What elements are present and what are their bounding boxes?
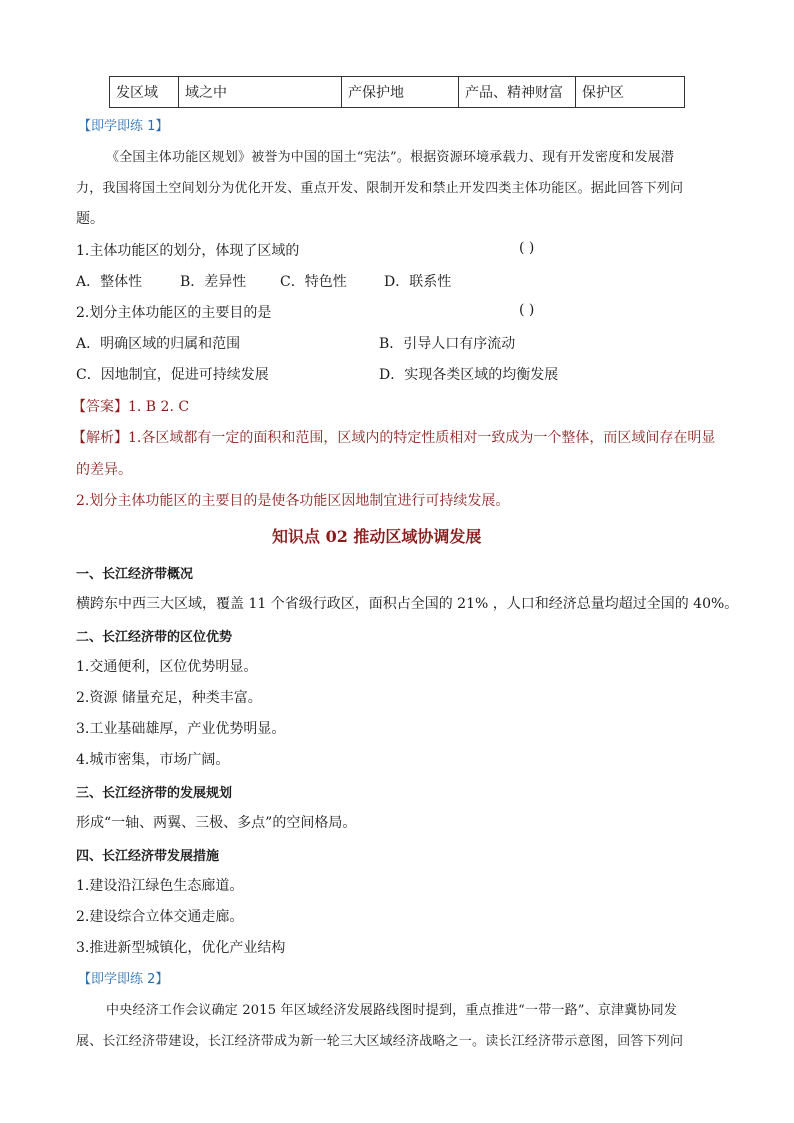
section-heading: 三、长江经济带的发展规划 <box>76 786 233 801</box>
answer-blank: ( ) <box>519 240 535 256</box>
table-cell: 发区域 <box>110 77 179 108</box>
region-table <box>109 76 685 108</box>
list-item: 2.建设综合立体交通走廊。 <box>76 909 244 925</box>
option: A．整体性 <box>76 274 143 290</box>
list-item: 1.交通便利，区位优势明显。 <box>76 659 258 675</box>
list-item: 3.工业基础雄厚，产业优势明显。 <box>76 721 286 737</box>
answer-label: 【答案】 <box>72 399 128 415</box>
option: A．明确区域的归属和范围 <box>76 336 241 352</box>
answer-text: 1. B 2. C <box>128 399 190 415</box>
section-heading: 四、长江经济带发展措施 <box>76 849 220 864</box>
practice-tag: 【即学即练 1】 <box>78 119 169 134</box>
table-cell: 产品、精神财富 <box>459 77 576 108</box>
practice-text-line: 中央经济工作会议确定 2015 年区域经济发展路线图时提到，重点推进“一带一路”、京津冀协同发 <box>106 1003 678 1018</box>
option: B．引导人口有序流动 <box>379 336 516 352</box>
list-item: 1.建设沿江绿色生态廊道。 <box>76 878 244 894</box>
option: C．因地制宜，促进可持续发展 <box>76 367 269 383</box>
analysis-text: 2.划分主体功能区的主要目的是使各功能区因地制宜进行可持续发展。 <box>76 493 510 509</box>
answer-blank: ( ) <box>519 302 535 318</box>
answer-line <box>72 396 189 416</box>
analysis-label: 【解析】 <box>72 430 128 446</box>
section-text: 横跨东中西三大区域，覆盖 11 个省级行政区，面积占全国的 21% ，人口和经济总量均超过全国的 40%。 <box>76 596 739 612</box>
question-stem: 2.划分主体功能区的主要目的是 <box>76 305 272 321</box>
practice-intro-line: 题。 <box>76 211 104 227</box>
practice-intro-line: 《全国主体功能区规划》被誉为中国的国土“宪法”。根据资源环境承载力、现有开发密度和发展潜 <box>106 150 675 165</box>
table-cell: 产保护地 <box>342 77 459 108</box>
table-row <box>110 77 685 108</box>
option: D．实现各类区域的均衡发展 <box>379 367 559 383</box>
knowledge-point-title: 知识点 02 推动区域协调发展 <box>272 527 482 546</box>
option: B．差异性 <box>180 274 247 290</box>
practice-tag: 【即学即练 2】 <box>78 972 169 987</box>
analysis-text: 的差异。 <box>76 462 132 478</box>
list-item: 4.城市密集，市场广阔。 <box>76 752 230 768</box>
question-stem: 1.主体功能区的划分，体现了区域的 <box>76 243 300 259</box>
analysis-line <box>72 427 715 447</box>
practice-text-line: 展、长江经济带建设，长江经济带成为新一轮三大区域经济战略之一。读长江经济带示意图，回答下列问 <box>76 1034 684 1049</box>
list-item: 3.推进新型城镇化，优化产业结构 <box>76 940 286 956</box>
table-cell: 域之中 <box>179 77 342 108</box>
practice-intro-line: 力，我国将国土空间划分为优化开发、重点开发、限制开发和禁止开发四类主体功能区。据此回答下列问 <box>76 181 684 196</box>
section-text: 形成“一轴、两翼、三极、多点”的空间格局。 <box>76 815 357 831</box>
option: C．特色性 <box>280 274 347 290</box>
section-heading: 一、长江经济带概况 <box>76 567 194 582</box>
option: D．联系性 <box>384 274 452 290</box>
table-cell: 保护区 <box>576 77 685 108</box>
list-item: 2.资源 储量充足，种类丰富。 <box>76 690 262 706</box>
analysis-text: 1.各区域都有一定的面积和范围，区域内的特定性质相对一致成为一个整体，而区域间存在明显 <box>128 430 716 446</box>
section-heading: 二、长江经济带的区位优势 <box>76 630 233 645</box>
